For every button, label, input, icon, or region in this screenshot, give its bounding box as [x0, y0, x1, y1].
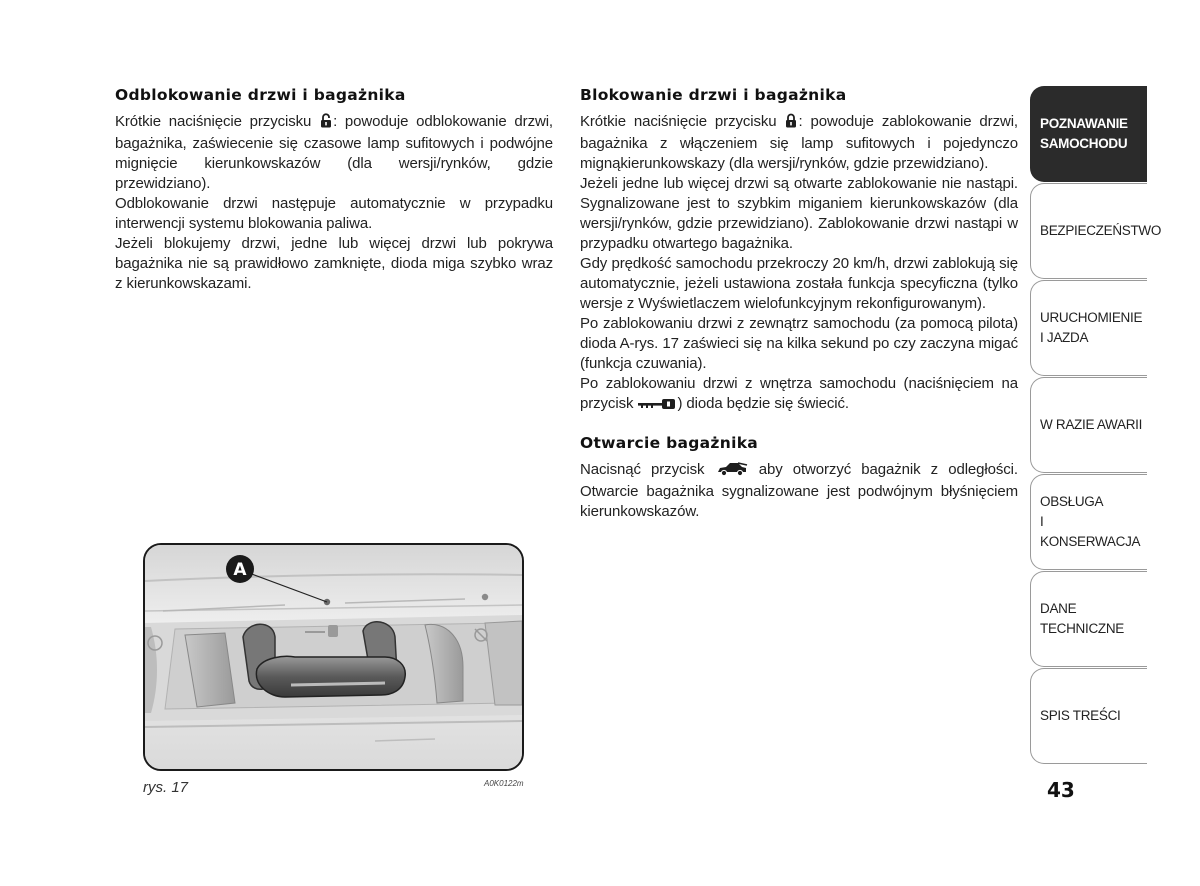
key-icon [638, 396, 676, 416]
figure-caption: rys. 17 [143, 779, 189, 796]
section-heading-unlock: Odblokowanie drzwi i bagażnika [115, 86, 406, 104]
text: Krótkie naciśnięcie przycisku [115, 113, 320, 130]
car-trunk-icon [716, 462, 748, 482]
figure-code: A0K0122m [484, 779, 524, 788]
text: aby otworzyć bagażnik z odległości. Otwarcie bagażnika sygnalizowane jest podwójnym błyśnięciem kierunkowskazów. [580, 461, 1018, 520]
padlock-locked-icon [785, 113, 797, 134]
text: Nacisnąć przycisk [580, 461, 715, 478]
paragraph [580, 460, 1018, 522]
figure-marker-a: A [233, 560, 247, 580]
paragraph: Gdy prędkość samochodu przekroczy 20 km/h, drzwi zablokują się automatycznie, jeżeli ustawiona została funkcja specyficzna (tylko wersje z Wyświetlaczem wielofunkcyjnym rekonfigurowanym). [580, 255, 1018, 312]
text: : powoduje zablokowanie drzwi, bagażnika z włączeniem się lamp sufitowych i pojedynczo mignąkierunkowskazy (dla wersji/rynków, gdzie przewidziano). [580, 113, 1018, 172]
section-heading-trunk: Otwarcie bagażnika [580, 434, 759, 452]
paragraph: Po zablokowaniu drzwi z zewnątrz samochodu (za pomocą pilota) dioda A-rys. 17 zaświeci się na kilka sekund po czy zaczyna migać (funkcja czuwania). [580, 315, 1018, 372]
paragraph [580, 374, 1018, 416]
padlock-unlocked-icon [320, 113, 332, 134]
sidebar-tab-3[interactable]: URUCHOMIENIE I JAZDA [1030, 280, 1147, 376]
left-column [115, 86, 553, 294]
paragraph: Jeżeli blokujemy drzwi, jedne lub więcej drzwi lub pokrywa bagażnika nie są prawidłowo zamknięte, dioda miga szybko wraz z kierunkowskazami. [115, 235, 553, 292]
figure-roof-console [143, 543, 524, 771]
sidebar-tab-6[interactable]: DANE TECHNICZNE [1030, 571, 1147, 667]
text: Po zablokowaniu drzwi z wnętrza samochodu (naciśnięciem na przycisk [580, 375, 1018, 412]
text: : powoduje odblokowanie drzwi, bagażnika, zaświecenie się czasowe lamp sufitowych i podwójne mignięcie kierunkowskazów (dla wersji/rynków, gdzie przewidziano). [115, 113, 553, 192]
sidebar-tab-2[interactable]: BEZPIECZEŃSTWO [1030, 183, 1147, 279]
sidebar-tab-7[interactable]: SPIS TREŚCI [1030, 668, 1147, 764]
sidebar-tab-4[interactable]: W RAZIE AWARII [1030, 377, 1147, 473]
paragraph: Odblokowanie drzwi następuje automatycznie w przypadku interwencji systemu blokowania paliwa. [115, 195, 553, 232]
sidebar-tab-5[interactable]: OBSŁUGA I KONSERWACJA [1030, 474, 1147, 570]
sidebar-tab-1[interactable]: POZNAWANIE SAMOCHODU [1030, 86, 1147, 182]
roof-console-illustration [145, 545, 522, 769]
section-heading-lock: Blokowanie drzwi i bagażnika [580, 86, 847, 104]
paragraph: Jeżeli jedne lub więcej drzwi są otwarte zablokowanie nie nastąpi. Sygnalizowane jest to szybkim miganiem kierunkowskazów (dla wersji/rynków, gdzie przewidziano). Zablokowanie drzwi nastąpi w przypadku otwartego bagażnika. [580, 175, 1018, 252]
text: ) dioda będzie się świecić. [677, 395, 849, 412]
right-column [580, 86, 1018, 522]
paragraph [580, 112, 1018, 174]
text: Krótkie naciśnięcie przycisku [580, 113, 785, 130]
page-number: 43 [1047, 778, 1075, 802]
paragraph [115, 112, 553, 194]
